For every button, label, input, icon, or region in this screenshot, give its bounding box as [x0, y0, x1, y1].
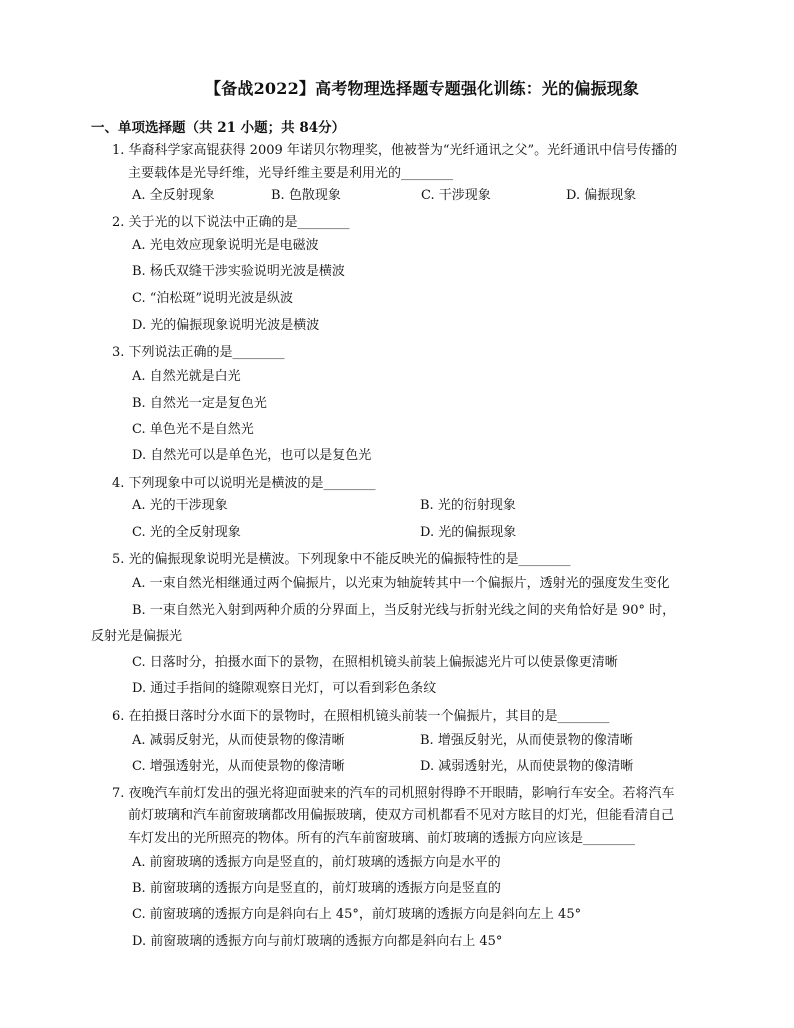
question-7-option-a: A. 前窗玻璃的透振方向是竖直的，前灯玻璃的透振方向是水平的 — [132, 855, 501, 870]
question-3-option-c: C. 单色光不是自然光 — [132, 422, 254, 437]
question-6-option-c: C. 增强透射光，从而使景物的像清晰 — [132, 759, 345, 774]
question-5-stem: 5. 光的偏振现象说明光是横波。下列现象中不能反映光的偏振特性的是________ — [112, 552, 571, 567]
question-2-option-a: A. 光电效应现象说明光是电磁波 — [132, 238, 319, 253]
question-2-stem: 2. 关于光的以下说法中正确的是________ — [112, 215, 350, 230]
question-4-option-c: C. 光的全反射现象 — [132, 525, 241, 540]
question-6-option-a: A. 减弱反射光，从而使景物的像清晰 — [132, 733, 345, 748]
question-5-option-c: C. 日落时分，拍摄水面下的景物，在照相机镜头前装上偏振滤光片可以使景像更清晰 — [132, 655, 618, 670]
question-4-stem: 4. 下列现象中可以说明光是横波的是________ — [112, 476, 376, 491]
question-3-stem: 3. 下列说法正确的是________ — [112, 345, 285, 360]
question-7-option-c: C. 前窗玻璃的透振方向是斜向右上 45°，前灯玻璃的透振方向是斜向左上 45° — [132, 907, 582, 922]
question-3-option-b: B. 自然光一定是复色光 — [132, 396, 267, 411]
question-7-option-d: D. 前窗玻璃的透振方向与前灯玻璃的透振方向都是斜向右上 45° — [132, 934, 503, 949]
question-5-option-b-line-2: 反射光是偏振光 — [91, 629, 183, 644]
question-5-option-d: D. 通过手指间的缝隙观察日光灯，可以看到彩色条纹 — [132, 681, 437, 696]
question-1-option-a: A. 全反射现象 — [132, 188, 215, 203]
question-7-stem-line-1: 7. 夜晚汽车前灯发出的强光将迎面驶来的汽车的司机照射得睁不开眼睛，影响行车安全。若将汽车 — [112, 786, 675, 801]
question-2-option-b: B. 杨氏双缝干涉实验说明光波是横波 — [132, 264, 345, 279]
question-6-stem: 6. 在拍摄日落时分水面下的景物时，在照相机镜头前装一个偏振片，其目的是________ — [112, 709, 610, 724]
question-2-option-d: D. 光的偏振现象说明光波是横波 — [132, 318, 320, 333]
question-7-option-b: B. 前窗玻璃的透振方向是竖直的，前灯玻璃的透振方向是竖直的 — [132, 881, 501, 896]
document-title: 【备战2022】高考物理选择题专题强化训练：光的偏振现象 — [205, 79, 640, 98]
question-1-option-b: B. 色散现象 — [271, 188, 341, 203]
question-5-option-a: A. 一束自然光相继通过两个偏振片，以光束为轴旋转其中一个偏振片，透射光的强度发生变化 — [132, 576, 670, 591]
question-6-option-b: B. 增强反射光，从而使景物的像清晰 — [420, 733, 633, 748]
question-3-option-a: A. 自然光就是白光 — [132, 369, 241, 384]
question-5-option-b-line-1: B. 一束自然光入射到两种介质的分界面上，当反射光线与折射光线之间的夹角恰好是 90° 时， — [132, 603, 676, 618]
question-4-option-a: A. 光的干涉现象 — [132, 498, 228, 513]
question-7-stem-line-3: 车灯发出的光所照亮的物体。所有的汽车前窗玻璃、前灯玻璃的透振方向应该是________ — [128, 831, 636, 846]
question-4-option-d: D. 光的偏振现象 — [420, 525, 517, 540]
question-2-option-c: C. “泊松斑”说明光波是纵波 — [132, 291, 294, 306]
question-1-option-c: C. 干涉现象 — [421, 188, 491, 203]
question-6-option-d: D. 减弱透射光，从而使景物的像清晰 — [420, 759, 634, 774]
section-heading: 一、单项选择题（共 21 小题；共 84分） — [91, 120, 346, 136]
question-1-stem-line-1: 1. 华裔科学家高锟获得 2009 年诺贝尔物理奖，他被誉为“光纤通讯之父”。光纤通讯中信号传播的 — [112, 143, 678, 158]
question-7-stem-line-2: 前灯玻璃和汽车前窗玻璃都改用偏振玻璃，使双方司机都看不见对方眩目的灯光，但能看清自己 — [128, 808, 675, 823]
question-1-option-d: D. 偏振现象 — [566, 188, 637, 203]
question-1-stem-line-2: 主要载体是光导纤维，光导纤维主要是利用光的________ — [128, 166, 454, 181]
question-4-option-b: B. 光的衍射现象 — [420, 498, 516, 513]
question-3-option-d: D. 自然光可以是单色光，也可以是复色光 — [132, 448, 372, 463]
